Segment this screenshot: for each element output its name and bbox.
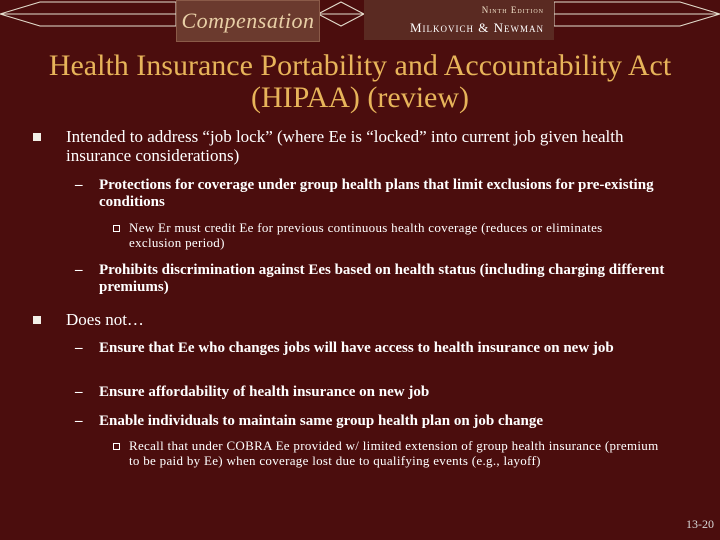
- bullet-2-text: Does not…: [66, 310, 144, 329]
- compensation-logo: [176, 0, 320, 42]
- dash-marker: –: [75, 177, 83, 193]
- edition-box: [364, 0, 554, 40]
- square-marker: [113, 225, 120, 232]
- bullet-1-text: Intended to address “job lock” (where Ee is “locked” into current job given health insurance considerations): [66, 127, 624, 165]
- sub-item-2-2: Ensure affordability of health insurance on new job: [99, 384, 430, 400]
- dash-marker: –: [75, 340, 83, 356]
- logo-text: Compensation: [181, 8, 315, 33]
- sub-item-2-3: Enable individuals to maintain same group health plan on job change: [99, 413, 543, 429]
- sub-item-2-1: Ensure that Ee who changes jobs will have access to health insurance on new job: [99, 340, 614, 356]
- slide-title: Health Insurance Portability and Accountability Act (HIPAA) (review): [48, 49, 672, 114]
- header-banner: [0, 0, 720, 42]
- banner-diamond-decoration: [0, 0, 720, 42]
- subsub-item-1-1-1: New Er must credit Ee for previous continuous health coverage (reduces or eliminates exclusion period): [129, 220, 603, 250]
- square-marker: [113, 443, 120, 450]
- bullet-marker: [33, 133, 41, 141]
- page-number: 13-20: [686, 517, 714, 531]
- dash-marker: –: [75, 384, 83, 400]
- dash-marker: –: [75, 413, 83, 429]
- authors-label: Milkovich & Newman: [409, 20, 544, 35]
- edition-label: Ninth Edition: [481, 5, 544, 15]
- sub-item-1-2: Prohibits discrimination against Ees based on health status (including charging different premiums): [99, 262, 665, 295]
- dash-marker: –: [75, 262, 83, 278]
- sub-item-1-1: Protections for coverage under group health plans that limit exclusions for pre-existing conditions: [99, 177, 654, 210]
- subsub-item-2-3-1: Recall that under COBRA Ee provided w/ limited extension of group health insurance (premium to be paid by Ee) when coverage lost due to qualifying events (e.g., layoff): [129, 438, 659, 468]
- bullet-marker: [33, 316, 41, 324]
